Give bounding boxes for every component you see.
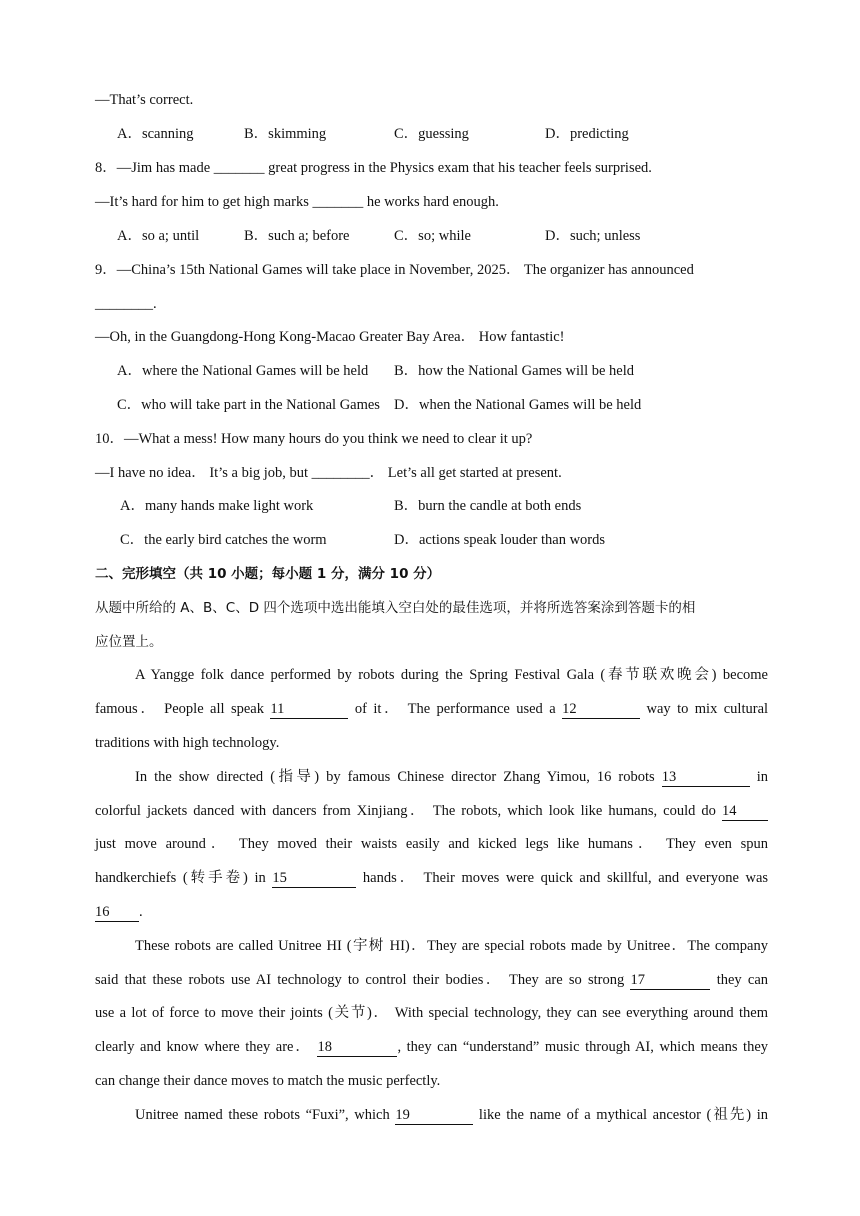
passage-text: said that these robots use AI technology to control their bodies． They are so strong — [95, 972, 625, 988]
passage-text: . — [139, 904, 143, 920]
q9-option-d: D．when the National Games will be held — [394, 397, 642, 413]
passage-text: In the show directed (指导) by famous Chinese director Zhang Yimou, 16 robots — [135, 769, 655, 785]
passage-line — [95, 1037, 768, 1057]
passage-text: handkerchiefs (转手卷) in — [95, 870, 266, 886]
q8-question-line1: 8．—Jim has made _______ great progress in the Physics exam that his teacher feels surprised. — [95, 160, 652, 176]
q7-option-c: C．guessing — [394, 126, 469, 142]
q9-option-b: B．how the National Games will be held — [394, 363, 635, 379]
passage-text: , they can “understand” music through AI, which means they — [397, 1039, 769, 1055]
q8-option-a: A．so a; until — [117, 228, 200, 244]
blank-18: 18 — [317, 1039, 397, 1057]
q7-option-a: A．scanning — [117, 126, 194, 142]
section-instruction-line2: 应位置上。 — [95, 634, 163, 650]
passage-line: These robots are called Unitree HI (宇树 HI)．They are special robots made by Unitree．The company — [135, 938, 768, 954]
q9-question-line2: ________. — [95, 296, 157, 312]
blank-14: 14 — [722, 803, 768, 821]
passage-text: colorful jackets danced with dancers from Xinjiang． The robots, which look like humans, could do — [95, 803, 716, 819]
q10-option-d: D．actions speak louder than words — [394, 532, 606, 548]
q8-option-c: C．so; while — [394, 228, 471, 244]
blank-17: 17 — [630, 972, 710, 990]
passage-text: hands． Their moves were quick and skillful, and everyone was — [362, 870, 769, 886]
q10-question-line1: 10．—What a mess! How many hours do you think we need to clear it up? — [95, 431, 533, 447]
passage-text: like the name of a mythical ancestor (祖先) in — [478, 1107, 769, 1123]
section-instruction-line1: 从题中所给的 A、B、C、D 四个选项中选出能填入空白处的最佳选项，并将所选答案涂到答题卡的相 — [95, 600, 696, 616]
passage-text: of it． The performance used a — [354, 701, 556, 717]
passage-line: A Yangge folk dance performed by robots during the Spring Festival Gala (春节联欢晚会) become — [135, 667, 768, 683]
q8-question-line2: —It’s hard for him to get high marks _______ he works hard enough. — [95, 194, 499, 210]
passage-text: they can — [716, 972, 769, 988]
q10-question-line2: —I have no idea． It’s a big job, but ________． Let’s all get started at present. — [95, 465, 562, 481]
q9-option-c: C．who will take part in the National Games — [117, 397, 380, 413]
passage-line — [95, 699, 768, 719]
q9-option-a: A．where the National Games will be held — [117, 363, 369, 379]
passage-line: use a lot of force to move their joints (关节)． With special technology, they can see everything around them — [95, 1005, 768, 1021]
q9-question-line1: 9．—China’s 15th National Games will take place in November, 2025． The organizer has announced — [95, 262, 694, 278]
passage-line — [135, 1105, 768, 1125]
blank-13: 13 — [662, 769, 750, 787]
q10-option-c: C．the early bird catches the worm — [120, 532, 327, 548]
q7-option-d: D．predicting — [545, 126, 629, 142]
passage-text: clearly and know where they are． — [95, 1039, 312, 1055]
blank-19: 19 — [395, 1107, 473, 1125]
blank-11: 11 — [270, 701, 348, 719]
passage-text: famous． People all speak — [95, 701, 264, 717]
passage-line: can change their dance moves to match the music perfectly. — [95, 1073, 441, 1089]
passage-line — [95, 970, 768, 990]
blank-15: 15 — [272, 870, 356, 888]
blank-16: 16 — [95, 904, 139, 922]
passage-line — [95, 902, 143, 922]
blank-12: 12 — [562, 701, 640, 719]
passage-line — [95, 801, 768, 821]
q8-option-b: B．such a; before — [244, 228, 350, 244]
passage-text: in — [756, 769, 768, 785]
q10-option-b: B．burn the candle at both ends — [394, 498, 582, 514]
passage-line: just move around． They moved their waists easily and kicked legs like humans． They even spun — [95, 836, 768, 852]
section-title: 二、完形填空（共 10 小题；每小题 1 分，满分 10 分） — [95, 566, 441, 582]
passage-line — [95, 868, 768, 888]
q9-question-line3: —Oh, in the Guangdong-Hong Kong-Macao Greater Bay Area． How fantastic! — [95, 329, 565, 345]
q8-option-d: D．such; unless — [545, 228, 641, 244]
passage-line: traditions with high technology. — [95, 735, 280, 751]
passage-line — [135, 767, 768, 787]
q10-option-a: A．many hands make light work — [120, 498, 314, 514]
q7-option-b: B．skimming — [244, 126, 327, 142]
passage-text: way to mix cultural — [646, 701, 769, 717]
q7-reply: —That’s correct. — [95, 92, 194, 108]
passage-text: Unitree named these robots “Fuxi”, which — [135, 1107, 390, 1123]
